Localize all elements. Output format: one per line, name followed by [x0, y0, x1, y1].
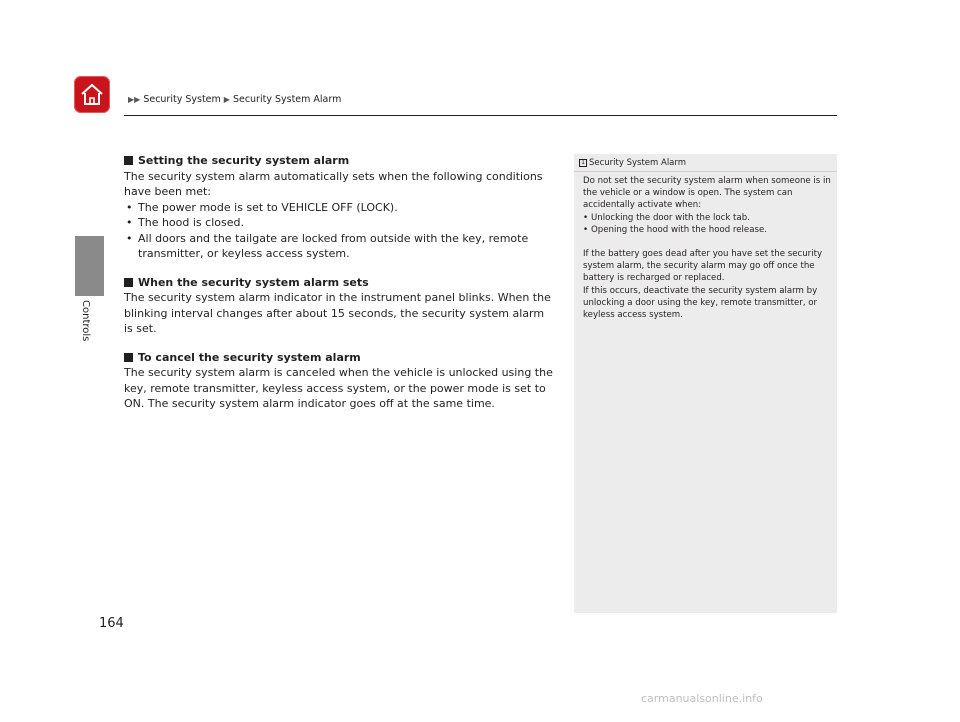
section-cancel-alarm: [124, 350, 554, 412]
main-content: [124, 153, 554, 425]
home-icon: [79, 81, 105, 108]
note-title-text: Security System Alarm: [589, 158, 687, 168]
note-paragraph: If this occurs, deactivate the security system alarm by unlocking a door using the key, remote transmitter, or keyless access system.: [583, 285, 818, 321]
section-heading: To cancel the security system alarm: [124, 350, 554, 366]
side-tab-label: Controls: [80, 300, 91, 342]
home-button[interactable]: [74, 76, 110, 113]
side-note-box: [574, 154, 837, 613]
breadcrumb-arrow-icon: ▶: [223, 95, 230, 104]
section-body: The security system alarm is canceled when the vehicle is unlocked using the key, remote transmitter, keyless access system, or the power mode is set to ON. The security system alarm indicator goes off at the same time.: [124, 366, 553, 410]
list-item: • All doors and the tailgate are locked from outside with the key, remote transmitter, or keyless access system.: [124, 231, 554, 262]
note-paragraph: Do not set the security system alarm when someone is in the vehicle or a window is open. The system can accidentally activate when:: [583, 176, 831, 211]
breadcrumb-arrow-icon: ▶▶: [128, 95, 141, 104]
section-alarm-sets: [124, 275, 554, 337]
note-title: [579, 158, 686, 168]
square-bullet-icon: [124, 278, 133, 287]
section-heading: When the security system alarm sets: [124, 275, 554, 291]
square-bullet-icon: [124, 156, 133, 165]
breadcrumb-link-security-system-alarm[interactable]: Security System Alarm: [232, 94, 342, 105]
note-marker-icon: 1: [579, 159, 587, 167]
breadcrumb: [128, 94, 341, 105]
note-body: [583, 175, 833, 321]
list-item: • Opening the hood with the hood release.: [583, 224, 833, 236]
header-divider: [124, 115, 837, 116]
list-item: • The hood is closed.: [124, 215, 554, 231]
note-paragraph: If the battery goes dead after you have set the security system alarm, the security alarm may go off once the battery is recharged or replaced.: [583, 249, 823, 284]
square-bullet-icon: [124, 353, 133, 362]
list-item: • The power mode is set to VEHICLE OFF (LOCK).: [124, 200, 554, 216]
list-item: • Unlocking the door with the lock tab.: [583, 212, 833, 224]
condition-list: [124, 200, 554, 262]
side-tab-marker: [75, 236, 104, 296]
breadcrumb-link-security-system[interactable]: Security System: [143, 94, 221, 105]
section-heading: Setting the security system alarm: [124, 153, 554, 169]
footer-watermark: carmanualsonline.info: [641, 692, 763, 705]
section-body: The security system alarm indicator in the instrument panel blinks. When the blinking interval changes after about 15 seconds, the security system alarm is set.: [124, 291, 551, 335]
page-number: 164: [99, 616, 124, 631]
section-intro: The security system alarm automatically sets when the following conditions have been met:: [124, 169, 543, 198]
note-divider: [574, 171, 837, 172]
section-setting-alarm: [124, 153, 554, 262]
note-list: [583, 212, 833, 236]
